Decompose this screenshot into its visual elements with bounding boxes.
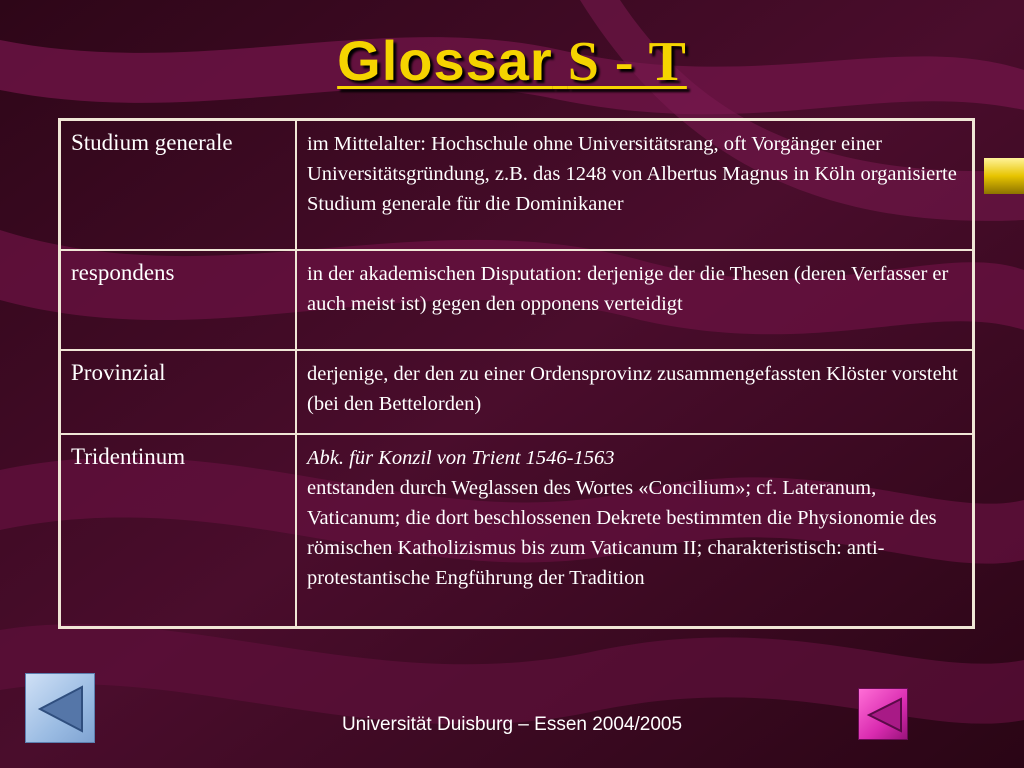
glossary-definition: im Mittelalter: Hochschule ohne Universitätsrang, oft Vorgänger einer Universitätsgründung, z.B. das 1248 von Albertus Magnus in Köln organisierte Studium generale für die Dominikaner xyxy=(296,120,974,250)
glossary-term: Provinzial xyxy=(60,350,297,434)
glossary-definition: in der akademischen Disputation: derjenige der die Thesen (deren Verfasser er auch meist ist) gegen den opponens verteidigt xyxy=(296,250,974,350)
glossary-definition-cell xyxy=(296,434,974,628)
table-row xyxy=(60,120,974,250)
glossary-table xyxy=(58,118,975,629)
title-part-glossar: Glossar xyxy=(337,29,553,92)
glossary-term: Studium generale xyxy=(60,120,297,250)
glossary-term: respondens xyxy=(60,250,297,350)
table-row xyxy=(60,350,974,434)
side-tab-marker xyxy=(984,158,1024,194)
table-row xyxy=(60,434,974,628)
glossary-definition-note: Abk. für Konzil von Trient 1546-1563 xyxy=(307,446,615,469)
footer-text: Universität Duisburg – Essen 2004/2005 xyxy=(341,714,683,735)
glossary-term: Tridentinum xyxy=(60,434,297,628)
slide-title xyxy=(0,28,1024,94)
next-slide-button[interactable] xyxy=(858,688,908,740)
triangle-left-icon xyxy=(859,689,909,741)
glossary-definition: entstanden durch Weglassen des Wortes «Concilium»; cf. Lateranum, Vaticanum; die dort beschlossenen Dekrete bestimmten die Physionomie des römischen Katholizismus bis zum Vaticanum II; charakteristisch: anti-protestantische Engführung der Tradition xyxy=(307,476,937,589)
table-row xyxy=(60,250,974,350)
title-part-letters: S - T xyxy=(567,31,687,93)
glossary-definition: derjenige, der den zu einer Ordensprovinz zusammengefassten Klöster vorsteht (bei den Bettelorden) xyxy=(296,350,974,434)
